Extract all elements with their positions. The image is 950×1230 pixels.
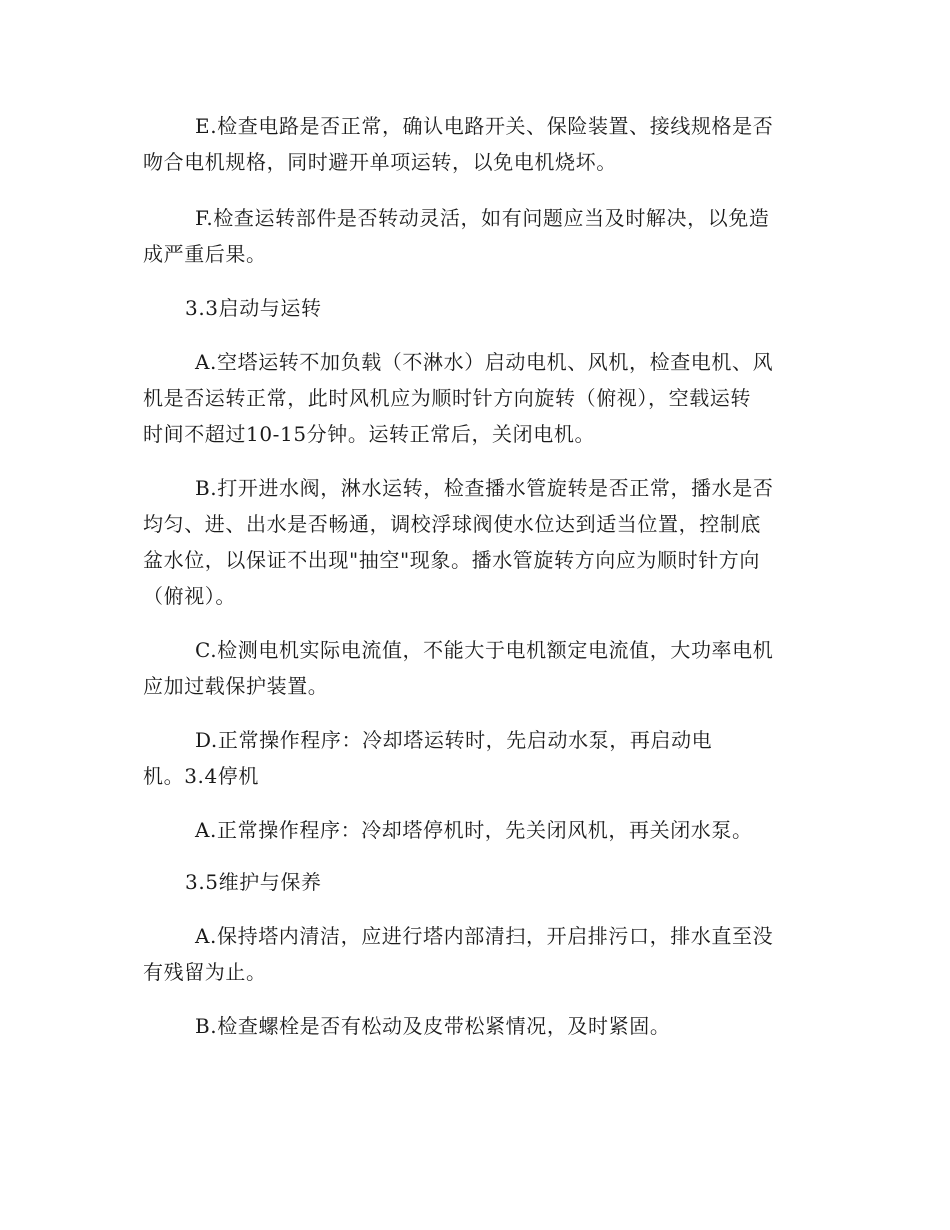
- paragraph-line: 成严重后果。: [143, 242, 267, 266]
- paragraph-a-maintenance: [143, 918, 813, 990]
- paragraph-line: 有残留为止。: [143, 960, 267, 984]
- paragraph-line: E.检查电路是否正常，确认电路开关、保险装置、接线规格是否: [195, 114, 774, 138]
- paragraph-f: [143, 200, 813, 272]
- paragraph-line: D.正常操作程序：冷却塔运转时，先启动水泵，再启动电: [195, 728, 713, 752]
- section-heading-3-5: [143, 864, 813, 900]
- paragraph-line: 吻合电机规格，同时避开单项运转，以免电机烧坏。: [143, 150, 617, 174]
- paragraph-line: A.保持塔内清洁，应进行塔内部清扫，开启排污口，排水直至没: [195, 924, 774, 948]
- paragraph-line: B.检查螺栓是否有松动及皮带松紧情况，及时紧固。: [195, 1014, 671, 1038]
- paragraph-a-shutdown: [143, 812, 813, 848]
- paragraph-line: 盆水位，以保证不出现"抽空"现象。播水管旋转方向应为顺时针方向: [143, 548, 760, 572]
- paragraph-line: A.正常操作程序：冷却塔停机时，先关闭风机，再关闭水泵。: [195, 818, 753, 842]
- paragraph-a-startup: [143, 344, 813, 452]
- paragraph-line: B.打开进水阀，淋水运转，检查播水管旋转是否正常，播水是否: [195, 476, 774, 500]
- paragraph-line: F.检查运转部件是否转动灵活，如有问题应当及时解决，以免造: [195, 206, 770, 230]
- paragraph-d-startup: [143, 722, 813, 794]
- paragraph-line: A.空塔运转不加负载（不淋水）启动电机、风机，检查电机、风: [195, 350, 774, 374]
- paragraph-line: 机。3.4停机: [143, 764, 260, 788]
- paragraph-line: （俯视）。: [143, 584, 236, 608]
- paragraph-e: [143, 108, 813, 180]
- paragraph-line: 机是否运转正常，此时风机应为顺时针方向旋转（俯视），空载运转: [143, 386, 751, 410]
- paragraph-b-startup: [143, 470, 813, 614]
- paragraph-line: 均匀、进、出水是否畅通，调校浮球阀使水位达到适当位置，控制底: [143, 512, 761, 536]
- section-heading: 3.3启动与运转: [185, 296, 322, 320]
- paragraph-line: C.检测电机实际电流值，不能大于电机额定电流值，大功率电机: [195, 638, 774, 662]
- paragraph-line: 时间不超过10-15分钟。运转正常后，关闭电机。: [143, 422, 596, 446]
- section-heading-3-3: [143, 290, 813, 326]
- section-heading: 3.5维护与保养: [185, 870, 322, 894]
- paragraph-c-startup: [143, 632, 813, 704]
- paragraph-line: 应加过载保护装置。: [143, 674, 329, 698]
- paragraph-b-maintenance: [143, 1008, 813, 1044]
